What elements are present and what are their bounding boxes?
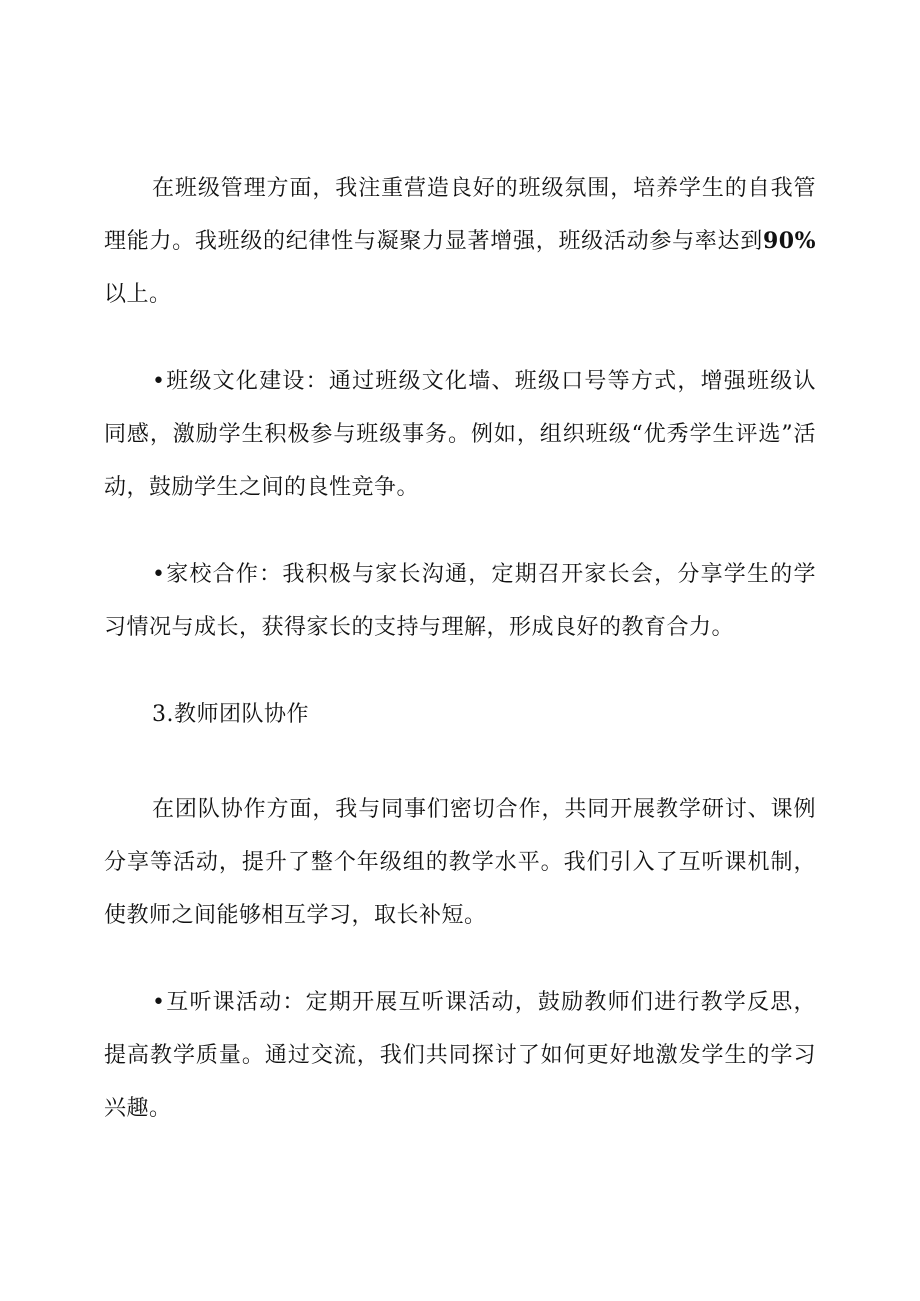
bullet-class-culture: •班级文化建设：通过班级文化墙、班级口号等方式，增强班级认同感，激励学生积极参与班级事务。例如，组织班级“优秀学生评选”活动，鼓励学生之间的良性竞争。: [104, 369, 816, 500]
section-heading-teacher-teamwork: 3.教师团队协作: [152, 702, 309, 727]
participation-rate: 90%: [762, 228, 816, 254]
paragraph-tail: 以上。: [104, 282, 172, 307]
paragraph-text: 在班级管理方面，我注重营造良好的班级氛围，培养学生的自我管理能力。我班级的纪律性与凝聚力显著增强，班级活动参与率达到: [104, 176, 816, 254]
paragraph-class-management: [104, 162, 816, 321]
paragraph-teamwork: 在团队协作方面，我与同事们密切合作，共同开展教学研讨、课例分享等活动，提升了整个年级组的教学水平。我们引入了互听课机制，使教师之间能够相互学习，取长补短。: [104, 797, 816, 928]
bullet-peer-observation: •互听课活动：定期开展互听课活动，鼓励教师们进行教学反思，提高教学质量。通过交流，我们共同探讨了如何更好地激发学生的学习兴趣。: [104, 990, 816, 1121]
bullet-home-school-cooperation: •家校合作：我积极与家长沟通，定期召开家长会，分享学生的学习情况与成长，获得家长的支持与理解，形成良好的教育合力。: [104, 562, 816, 640]
